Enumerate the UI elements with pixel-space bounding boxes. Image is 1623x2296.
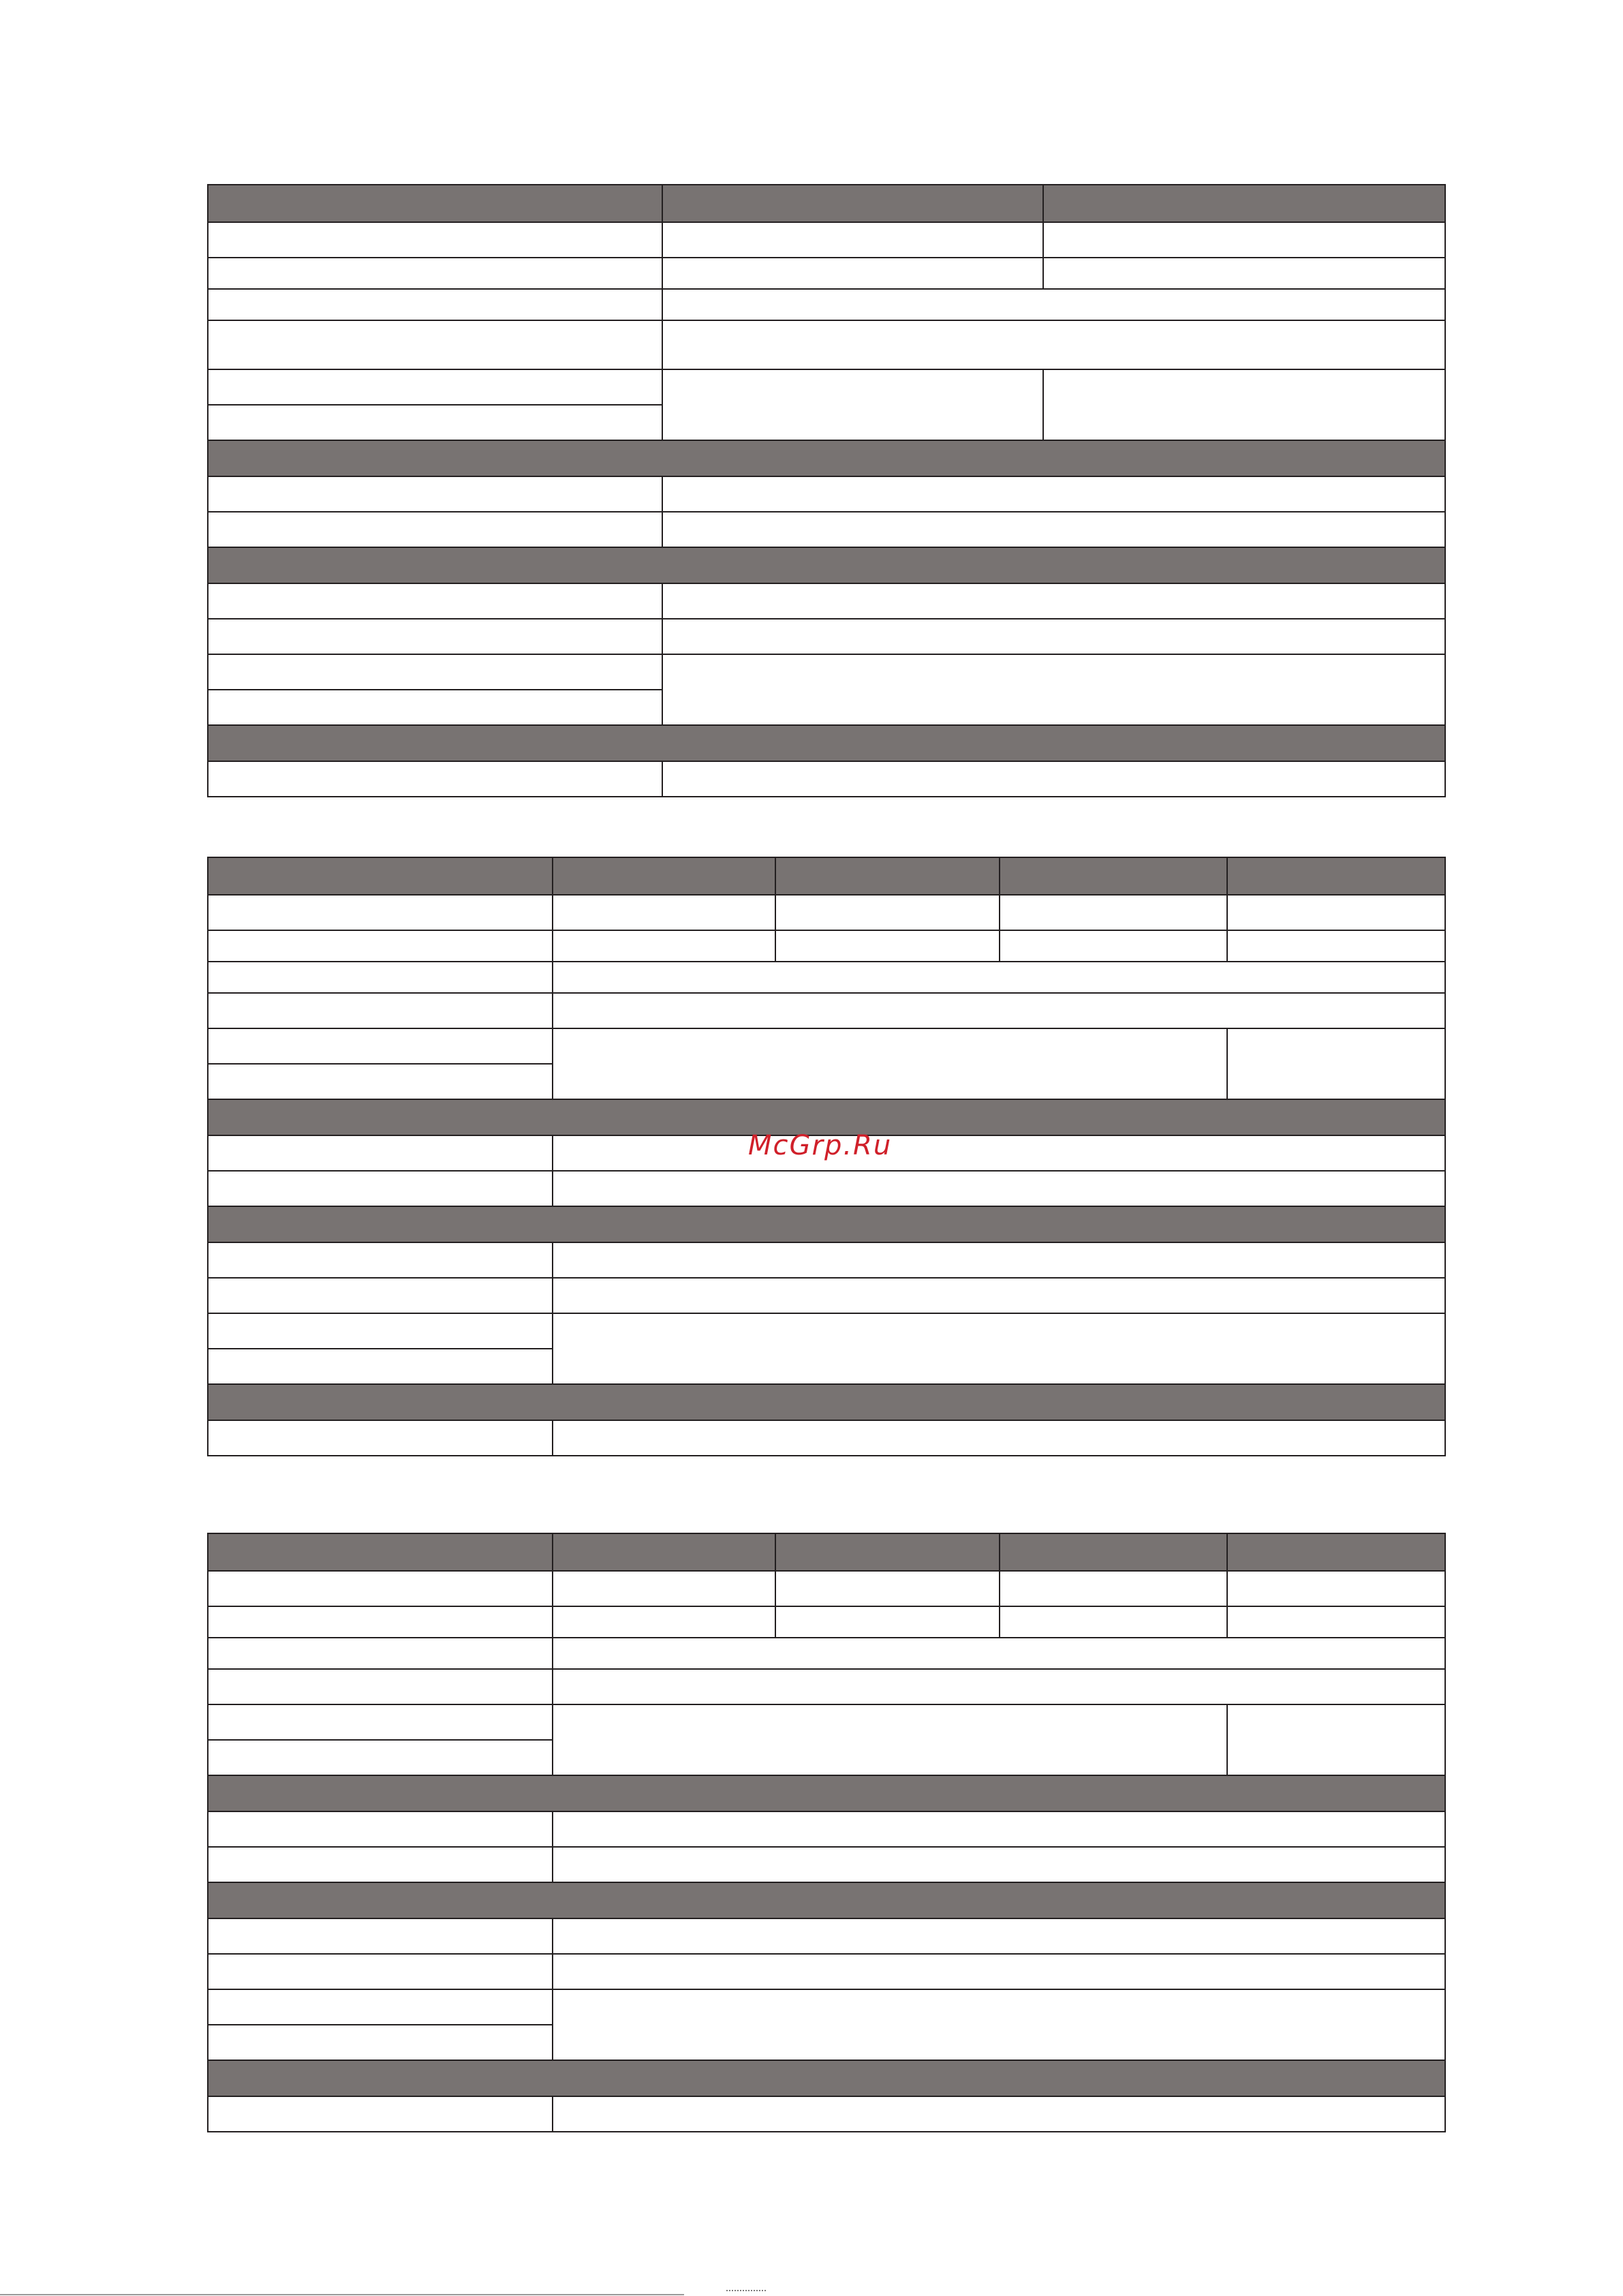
table-row	[208, 1704, 1445, 1740]
table-row	[208, 761, 1445, 797]
table-row	[208, 1420, 1445, 1456]
section-header-row	[208, 1882, 1445, 1918]
spec-table-1	[207, 184, 1446, 797]
section-header-row	[208, 547, 1445, 583]
table-row	[208, 2096, 1445, 2132]
table-row	[208, 1028, 1445, 1064]
table-row	[208, 320, 1445, 369]
table-row	[208, 654, 1445, 690]
footer-rule	[0, 2294, 684, 2295]
footer-page-mark	[726, 2290, 766, 2295]
table-row	[208, 222, 1445, 258]
table-header-row	[208, 1533, 1445, 1571]
table-header-row	[208, 857, 1445, 895]
spec-table-3	[207, 1533, 1446, 2132]
table-row	[208, 1847, 1445, 1882]
section-header-row	[208, 2060, 1445, 2096]
table-row	[208, 369, 1445, 405]
table-row	[208, 1171, 1445, 1206]
table-row	[208, 619, 1445, 654]
table-row	[208, 1954, 1445, 1989]
table-row	[208, 1242, 1445, 1278]
section-header-row	[208, 1206, 1445, 1242]
table-row	[208, 930, 1445, 962]
table-row	[208, 1989, 1445, 2025]
table-header-row	[208, 185, 1445, 222]
table-row	[208, 258, 1445, 289]
table-row	[208, 1811, 1445, 1847]
section-header-row	[208, 1775, 1445, 1811]
table-row	[208, 962, 1445, 993]
table-row	[208, 1918, 1445, 1954]
table-row	[208, 1571, 1445, 1606]
watermark-text: McGrp.Ru	[748, 1130, 893, 1161]
table-row	[208, 993, 1445, 1028]
table-row	[208, 476, 1445, 512]
table-row	[208, 895, 1445, 930]
table-row	[208, 289, 1445, 320]
section-header-row	[208, 725, 1445, 761]
section-header-row	[208, 1384, 1445, 1420]
table-row	[208, 1278, 1445, 1313]
table-row	[208, 1606, 1445, 1638]
section-header-row	[208, 440, 1445, 476]
table-row	[208, 1638, 1445, 1669]
table-row	[208, 1313, 1445, 1349]
table-row	[208, 1669, 1445, 1704]
table-row	[208, 583, 1445, 619]
table-row	[208, 512, 1445, 547]
